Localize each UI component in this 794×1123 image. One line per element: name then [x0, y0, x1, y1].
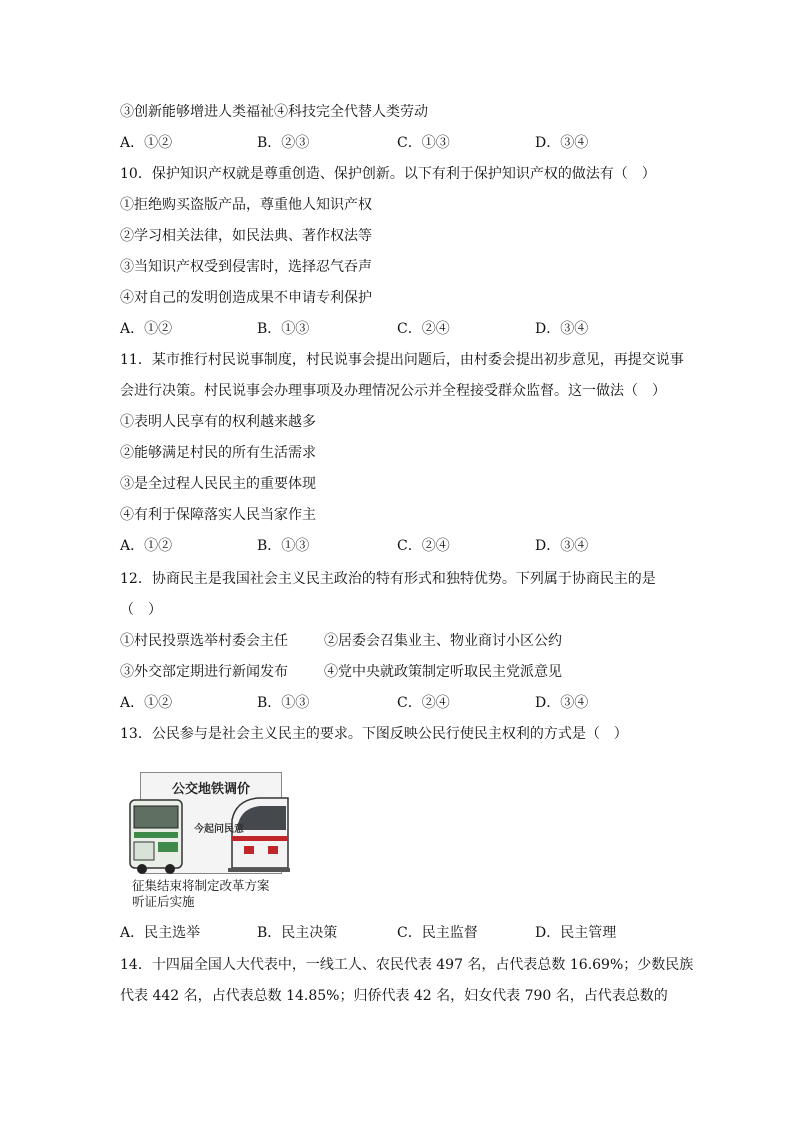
q9-option-a[interactable]: A．①② — [120, 135, 173, 151]
figure-caption-line-1: 征集结束将制定改革方案 — [132, 878, 270, 893]
metro-train-icon — [228, 798, 290, 872]
q9-options — [120, 133, 680, 153]
q10-option-a[interactable]: A．①② — [120, 321, 173, 337]
q12-option-c[interactable]: C．②④ — [397, 695, 450, 711]
q11-statement-3: ③是全过程人民民主的重要体现 — [120, 476, 316, 492]
q11-stem-line-2: 会进行决策。村民说事会办理事项及办理情况公示并全程接受群众监督。这一做法（ ） — [120, 383, 666, 399]
bus-icon — [130, 800, 182, 874]
q9-option-b[interactable]: B．②③ — [257, 135, 310, 151]
q10-option-b[interactable]: B．①③ — [257, 321, 310, 337]
q12-option-d[interactable]: D．③④ — [535, 695, 589, 711]
q10-option-c[interactable]: C．②④ — [397, 321, 450, 337]
q12-statement-row-2 — [120, 662, 680, 682]
q13-stem: 13．公民参与是社会主义民主的要求。下图反映公民行使民主权利的方式是（ ） — [120, 726, 628, 742]
q9-option-c[interactable]: C．①③ — [397, 135, 450, 151]
figure-caption-line-2: 听证后实施 — [132, 894, 195, 909]
q10-statement-1: ①拒绝购买盗版产品，尊重他人知识产权 — [120, 197, 372, 213]
q12-options — [120, 693, 680, 713]
q14-stem-line-1: 14．十四届全国人大代表中，一线工人、农民代表 497 名，占代表总数 16.69%；少数民族 — [120, 957, 694, 973]
q12-statement-4: ④党中央就政策制定听取民主党派意见 — [324, 664, 562, 680]
figure-subtitle: 今起问民意 — [194, 824, 244, 835]
q11-statement-4: ④有利于保障落实人民当家作主 — [120, 507, 316, 523]
q13-option-c[interactable]: C．民主监督 — [397, 925, 478, 941]
q13-option-b[interactable]: B．民主决策 — [257, 925, 338, 941]
q12-statement-row-1 — [120, 631, 680, 651]
q12-stem-line-2: （ ） — [120, 602, 162, 618]
q13-figure — [128, 770, 290, 910]
q11-statement-1: ①表明人民享有的权利越来越多 — [120, 414, 316, 430]
q13-option-a[interactable]: A．民主选举 — [120, 925, 201, 941]
q10-statement-2: ②学习相关法律，如民法典、著作权法等 — [120, 228, 372, 244]
q13-options — [120, 923, 680, 943]
q12-statement-1: ①村民投票选举村委会主任 — [120, 633, 288, 649]
figure-title: 公交地铁调价 — [172, 782, 251, 797]
q12-stem-line-1: 12．协商民主是我国社会主义民主政治的特有形式和独特优势。下列属于协商民主的是 — [120, 571, 656, 587]
q10-statement-3: ③当知识产权受到侵害时，选择忍气吞声 — [120, 259, 372, 275]
q10-option-d[interactable]: D．③④ — [535, 321, 589, 337]
q14-stem-line-2: 代表 442 名，占代表总数 14.85%；归侨代表 42 名，妇女代表 790 名，占代表总数的 — [120, 988, 668, 1004]
q12-option-a[interactable]: A．①② — [120, 695, 173, 711]
q10-stem: 10．保护知识产权就是尊重创造、保护创新。以下有利于保护知识产权的做法有（ ） — [120, 166, 656, 182]
q12-option-b[interactable]: B．①③ — [257, 695, 310, 711]
q11-option-c[interactable]: C．②④ — [397, 538, 450, 554]
q11-options — [120, 536, 680, 556]
q11-option-b[interactable]: B．①③ — [257, 538, 310, 554]
q9-statement-line: ③创新能够增进人类福祉④科技完全代替人类劳动 — [120, 104, 428, 120]
q11-statement-2: ②能够满足村民的所有生活需求 — [120, 445, 316, 461]
q9-option-d[interactable]: D．③④ — [535, 135, 589, 151]
q11-option-d[interactable]: D．③④ — [535, 538, 589, 554]
q12-statement-3: ③外交部定期进行新闻发布 — [120, 664, 288, 680]
q11-option-a[interactable]: A．①② — [120, 538, 173, 554]
q10-options — [120, 319, 680, 339]
q10-statement-4: ④对自己的发明创造成果不申请专利保护 — [120, 290, 372, 306]
q12-statement-2: ②居委会召集业主、物业商讨小区公约 — [324, 633, 562, 649]
q11-stem-line-1: 11．某市推行村民说事制度，村民说事会提出问题后，由村委会提出初步意见，再提交说事 — [120, 352, 684, 368]
q13-option-d[interactable]: D．民主管理 — [535, 925, 617, 941]
